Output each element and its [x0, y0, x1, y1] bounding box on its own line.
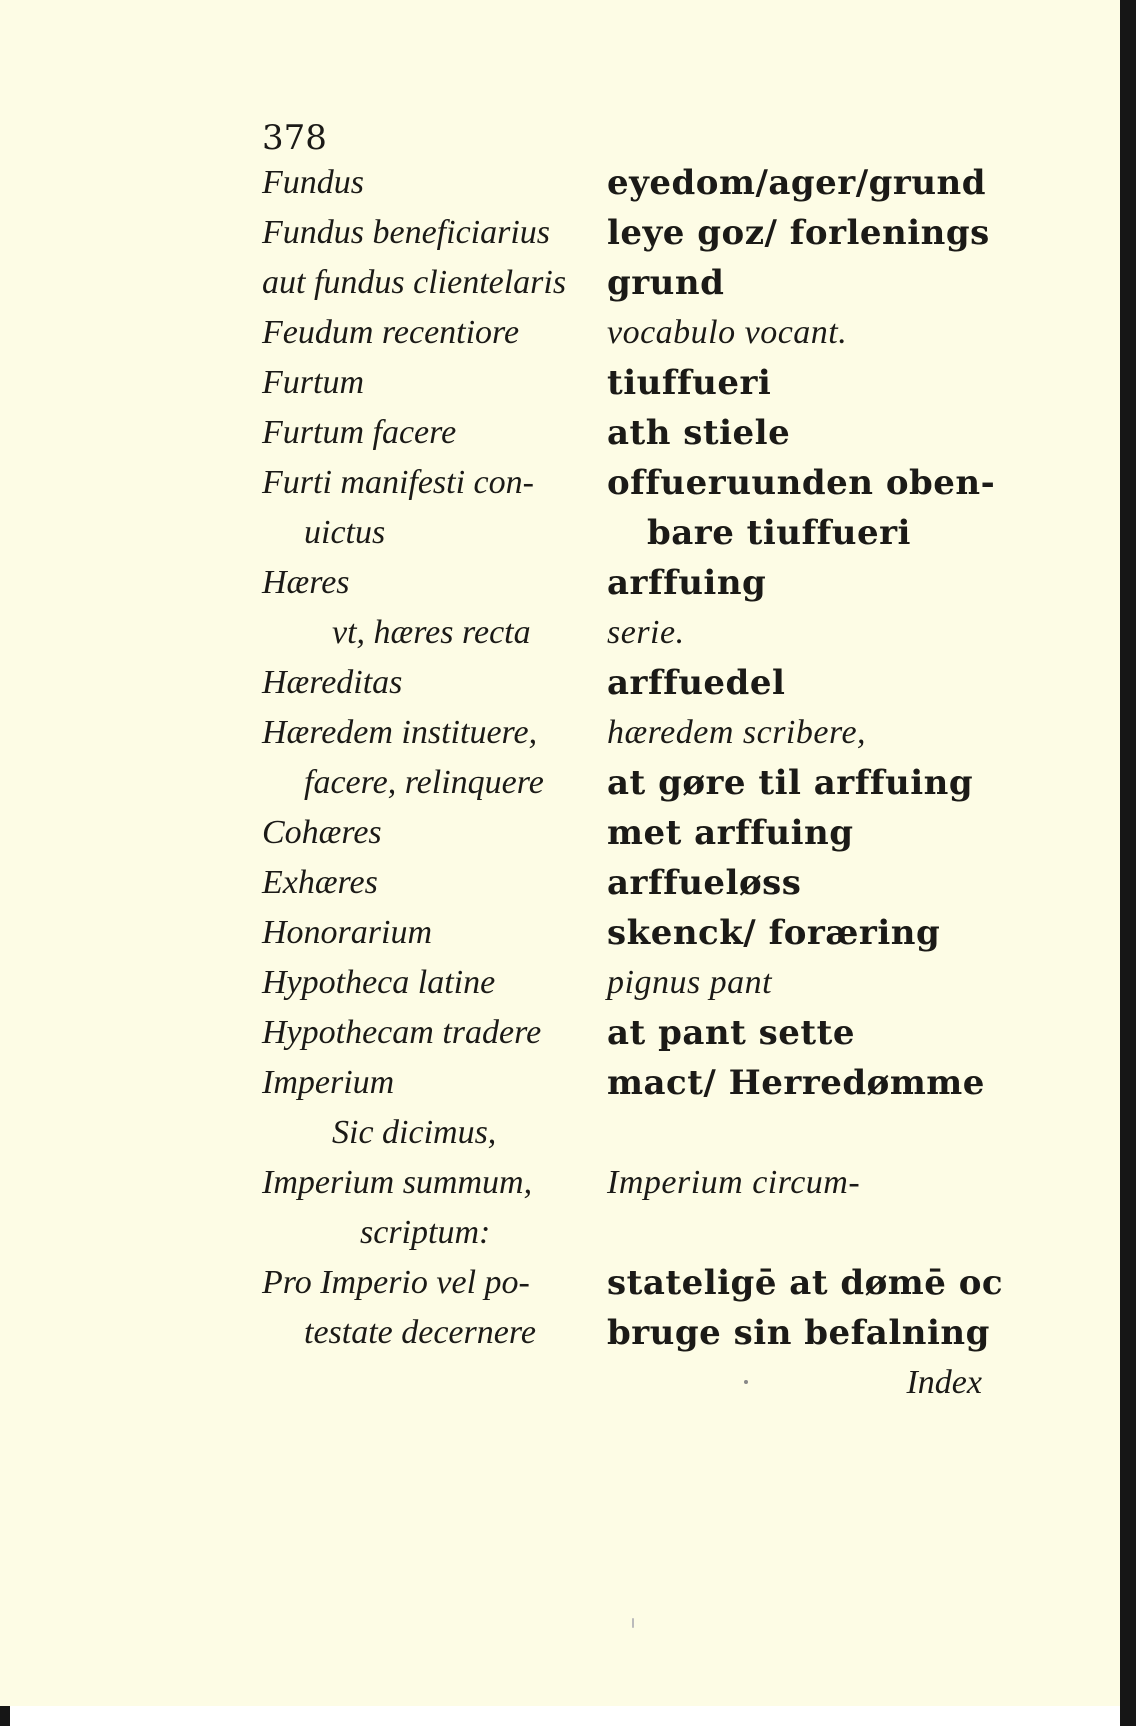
danish-gloss: skenck/ foræring — [607, 913, 941, 953]
latin-term: Furtum facere — [262, 414, 457, 451]
danish-gloss: hæredem scribere, — [607, 714, 867, 751]
dictionary-entry — [262, 758, 982, 808]
latin-term: Honorarium — [262, 914, 433, 951]
latin-term: Fundus — [262, 164, 364, 201]
dictionary-entry — [262, 808, 982, 858]
dictionary-entry — [262, 858, 982, 908]
dictionary-entry — [262, 1058, 985, 1108]
catchword: Index — [906, 1364, 982, 1401]
dictionary-entry — [262, 708, 982, 758]
latin-term: Hypothecam tradere — [262, 1014, 542, 1051]
danish-gloss: stateligē at dømē oc — [607, 1263, 1004, 1303]
latin-term: vt, hæres recta — [332, 614, 531, 651]
danish-gloss: Imperium circum- — [607, 1164, 861, 1201]
dictionary-entry — [262, 1158, 982, 1208]
dictionary-entry — [262, 208, 990, 258]
latin-term: Hæres — [262, 564, 350, 601]
latin-term: Hæredem instituere, — [262, 714, 538, 751]
danish-gloss: mact/ Herredømme — [607, 1063, 985, 1103]
latin-term: Hypotheca latine — [262, 964, 496, 1001]
paper-speck — [744, 1380, 748, 1384]
dictionary-entry — [262, 408, 982, 458]
latin-term: testate decernere — [304, 1314, 536, 1351]
dictionary-entry — [262, 1308, 990, 1358]
latin-term: Imperium summum, — [262, 1164, 533, 1201]
danish-gloss: at pant sette — [607, 1013, 855, 1053]
scan-edge-right — [1120, 0, 1136, 1726]
danish-gloss: bruge sin befalning — [607, 1313, 990, 1353]
dictionary-entry — [262, 1208, 982, 1258]
latin-term: Imperium — [262, 1064, 395, 1101]
latin-term: Fundus beneficiarius — [262, 214, 551, 251]
dictionary-entry — [262, 1108, 982, 1158]
latin-term: Hæreditas — [262, 664, 403, 701]
latin-term: Cohæres — [262, 814, 382, 851]
dictionary-entry — [262, 1258, 1004, 1308]
paper-mark — [632, 1618, 634, 1628]
latin-term: Feudum recentiore — [262, 314, 520, 351]
danish-gloss: grund — [607, 263, 725, 303]
dictionary-entry — [262, 358, 982, 408]
danish-gloss: leye goz/ forlenings — [607, 213, 990, 253]
dictionary-entry — [262, 558, 982, 608]
danish-gloss: ath stiele — [607, 413, 791, 453]
dictionary-entry — [262, 908, 982, 958]
danish-gloss: serie. — [607, 614, 685, 651]
danish-gloss: vocabulo vocant. — [607, 314, 848, 351]
danish-gloss: arffuedel — [607, 663, 786, 703]
latin-term: scriptum: — [360, 1214, 491, 1251]
danish-gloss: pignus pant — [607, 964, 773, 1001]
latin-term: Pro Imperio vel po- — [262, 1264, 530, 1301]
dictionary-entry — [262, 308, 982, 358]
dictionary-entry — [262, 158, 987, 208]
scan-edge-bottom — [0, 1706, 1120, 1726]
latin-term: Exhæres — [262, 864, 378, 901]
dictionary-entry — [262, 658, 982, 708]
latin-term: aut fundus clientelaris — [262, 264, 567, 301]
dictionary-entry — [262, 958, 982, 1008]
page-number: 378 — [262, 118, 327, 158]
danish-gloss: offueruunden oben- — [607, 463, 996, 503]
dictionary-entry — [262, 608, 982, 658]
danish-gloss: arffueløss — [607, 863, 802, 903]
danish-gloss: bare tiuffueri — [647, 513, 911, 553]
dictionary-entry — [262, 458, 996, 508]
danish-gloss: at gøre til arffuing — [607, 763, 974, 803]
latin-term: Furti manifesti con- — [262, 464, 534, 501]
danish-gloss: tiuffueri — [607, 363, 772, 403]
danish-gloss: met arffuing — [607, 813, 854, 853]
dictionary-entry — [262, 258, 982, 308]
danish-gloss: eyedom/ager/grund — [607, 163, 987, 203]
danish-gloss: arffuing — [607, 563, 767, 603]
latin-term: Sic dicimus, — [332, 1114, 497, 1151]
latin-term: facere, relinquere — [304, 764, 544, 801]
latin-term: uictus — [304, 514, 386, 551]
dictionary-entry — [262, 508, 982, 558]
dictionary-entry — [262, 1008, 982, 1058]
latin-term: Furtum — [262, 364, 364, 401]
